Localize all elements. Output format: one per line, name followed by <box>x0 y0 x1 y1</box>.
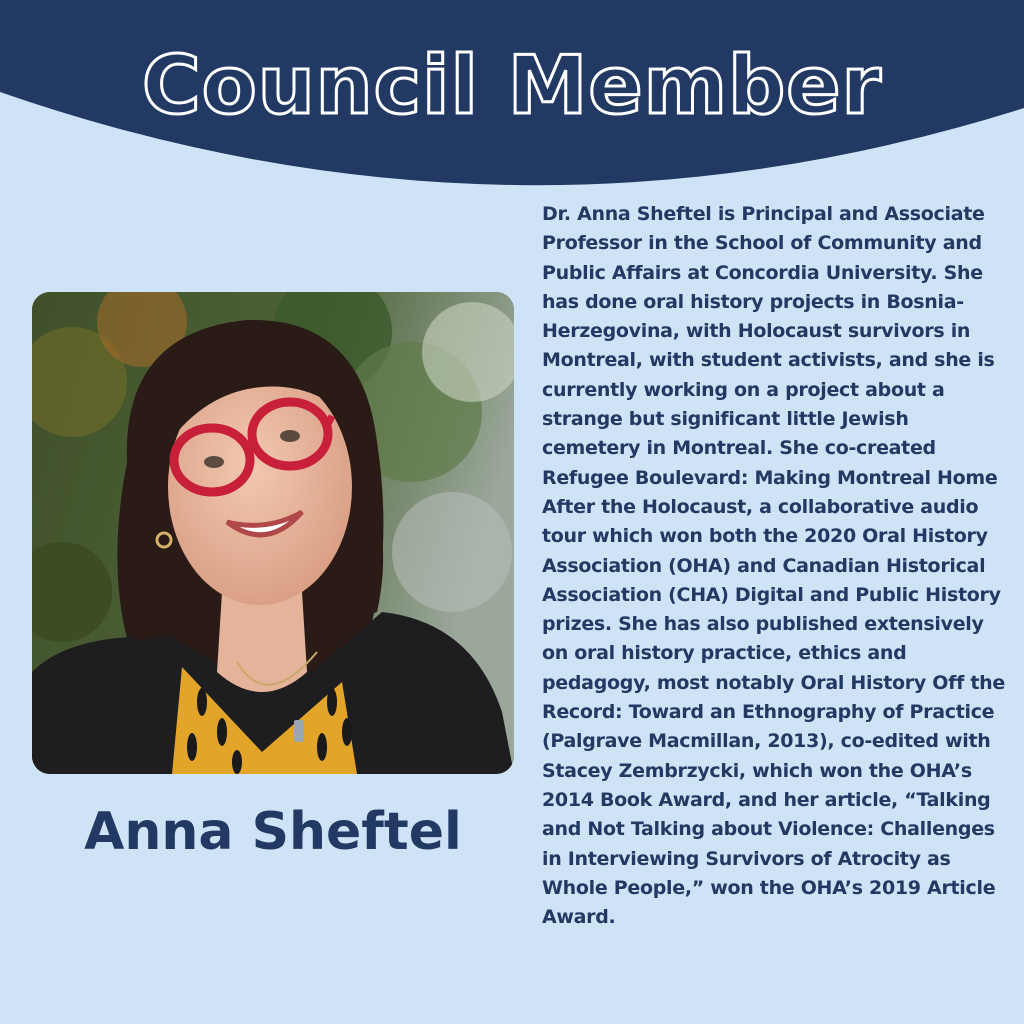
member-name: Anna Sheftel <box>84 802 462 862</box>
member-photo <box>32 292 514 774</box>
portrait-photo-icon <box>32 292 514 774</box>
page-title: Council Member <box>142 39 882 132</box>
member-bio: Dr. Anna Sheftel is Principal and Associate Professor in the School of Community and Public Affairs at Concordia University. She has done oral history projects in Bosnia-Herzegovina, with Holocaust survivors in Montreal, with student activists, and she is currently working on a project about a strange but significant little Jewish cemetery in Montreal. She co-created Refugee Boulevard: Making Montreal Home After the Holocaust, a collaborative audio tour which won both the 2020 Oral History Association (OHA) and Canadian Historical Association (CHA) Digital and Public History prizes. She has also published extensively on oral history practice, ethics and pedagogy, most notably Oral History Off the Record: Toward an Ethnography of Practice (Palgrave Macmillan, 2013), co-edited with Stacey Zembrzycki, which won the OHA’s 2014 Book Award, and her article, “Talking and Not Talking about Violence: Challenges in Interviewing Survivors of Atrocity as Whole People,” won the OHA’s 2019 Article Award. <box>542 203 1005 929</box>
